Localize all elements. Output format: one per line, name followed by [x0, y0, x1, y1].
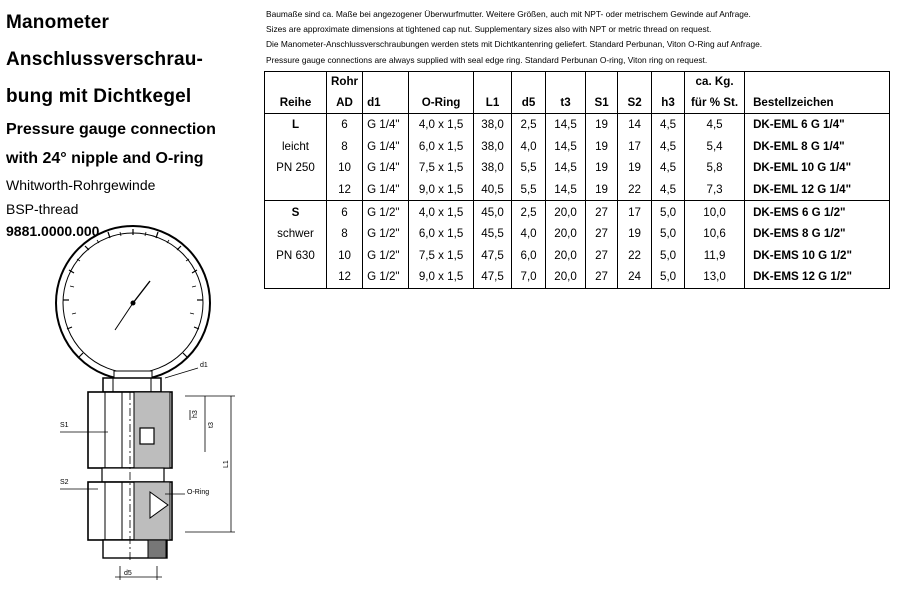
table-cell: 12 [327, 266, 363, 288]
table-cell: 20,0 [546, 223, 586, 245]
table-cell: DK-EMS 12 G 1/2" [745, 266, 890, 288]
table-header-cell: Rohr [327, 72, 363, 92]
table-cell: 19 [586, 136, 618, 158]
title-en-line2: with 24° nipple and O-ring [6, 150, 204, 167]
table-header [265, 91, 890, 114]
table-cell: 4,5 [652, 157, 685, 179]
table-cell: 17 [618, 201, 652, 223]
table-header-cell [474, 72, 512, 92]
table-cell [265, 179, 327, 201]
table-cell: 10 [327, 157, 363, 179]
table-cell: 17 [618, 136, 652, 158]
pressure-gauge-icon [56, 226, 210, 392]
label-t3: t3 [208, 422, 215, 428]
table-cell: G 1/2" [363, 266, 409, 288]
table-row [265, 266, 890, 288]
table-header-cell: O-Ring [409, 91, 474, 114]
table-cell: 2,5 [512, 114, 546, 136]
article-number: 9881.0000.000 [6, 223, 100, 239]
table-cell: 13,0 [685, 266, 745, 288]
table-cell: 9,0 x 1,5 [409, 179, 474, 201]
table-header-cell [745, 72, 890, 92]
table-header-cell: d1 [363, 91, 409, 114]
table-header-cell: t3 [546, 91, 586, 114]
table-cell: 4,5 [685, 114, 745, 136]
label-d1: d1 [200, 362, 208, 369]
table-row [265, 157, 890, 179]
spec-table [264, 71, 890, 289]
table-header-cell: L1 [474, 91, 512, 114]
table-cell: 14,5 [546, 157, 586, 179]
table-cell: 7,5 x 1,5 [409, 157, 474, 179]
table-header-cell: für % St. [685, 91, 745, 114]
table-cell: 19 [586, 179, 618, 201]
table-cell: 22 [618, 245, 652, 267]
table-cell: 9,0 x 1,5 [409, 266, 474, 288]
thread-de: Whitworth-Rohrgewinde [6, 177, 156, 193]
table-cell: 47,5 [474, 245, 512, 267]
table-cell: 8 [327, 136, 363, 158]
product-title-block [6, 4, 256, 241]
table-header-cell: S2 [618, 91, 652, 114]
table-cell: 8 [327, 223, 363, 245]
table-cell: 7,5 x 1,5 [409, 245, 474, 267]
table-cell: DK-EML 6 G 1/4" [745, 114, 890, 136]
note-line: Die Manometer-Anschlussverschraubungen werden stets mit Dichtkantenring geliefert. Standard Perbunan, Viton O-Ring auf Anfrage. [266, 39, 763, 50]
table-cell: S [265, 201, 327, 223]
table-cell [265, 266, 327, 288]
table-row [265, 114, 890, 136]
table-cell: 14,5 [546, 136, 586, 158]
table-cell: 24 [618, 266, 652, 288]
note-line: Pressure gauge connections are always supplied with seal edge ring. Standard Perbunan O-ring, Viton ring on request. [266, 54, 708, 65]
table-header-cell: ca. Kg. [685, 72, 745, 92]
label-d5: d5 [124, 570, 132, 577]
label-l1: L1 [223, 460, 230, 468]
table-cell: 6 [327, 114, 363, 136]
table-cell: 5,0 [652, 245, 685, 267]
table-header-cell [409, 72, 474, 92]
table-cell: 20,0 [546, 201, 586, 223]
table-cell: 7,0 [512, 266, 546, 288]
table-cell: 20,0 [546, 266, 586, 288]
table-cell: 45,0 [474, 201, 512, 223]
table-cell: 11,9 [685, 245, 745, 267]
table-cell: schwer [265, 223, 327, 245]
table-cell: 10,0 [685, 201, 745, 223]
label-s2: S2 [60, 479, 69, 486]
table-cell: 47,5 [474, 266, 512, 288]
table-header-cell: h3 [652, 91, 685, 114]
table-header-cell [618, 72, 652, 92]
table-cell: 5,0 [652, 266, 685, 288]
table-row [265, 201, 890, 223]
table-cell: 5,4 [685, 136, 745, 158]
table-cell: 27 [586, 201, 618, 223]
thread-en: BSP-thread [6, 201, 79, 217]
table-cell: DK-EMS 6 G 1/2" [745, 201, 890, 223]
table-cell: G 1/4" [363, 114, 409, 136]
table-header-cell: AD [327, 91, 363, 114]
table-cell: 38,0 [474, 114, 512, 136]
table-cell: 19 [586, 114, 618, 136]
table-cell: DK-EMS 8 G 1/2" [745, 223, 890, 245]
label-o-ring: O-Ring [187, 489, 210, 496]
table-header-cell [586, 72, 618, 92]
table-cell: 6,0 [512, 245, 546, 267]
table-cell: 27 [586, 245, 618, 267]
table-cell: 14 [618, 114, 652, 136]
table-cell: 22 [618, 179, 652, 201]
title-de-line1: Manometer [6, 12, 110, 33]
table-row [265, 245, 890, 267]
table-cell: G 1/2" [363, 201, 409, 223]
note-line: Baumaße sind ca. Maße bei angezogener Überwurfmutter. Weitere Größen, auch mit NPT- oder metrischem Gewinde auf Anfrage. [266, 9, 751, 19]
table-cell: 27 [586, 266, 618, 288]
table-row [265, 179, 890, 201]
table-cell: leicht [265, 136, 327, 158]
note-line: Sizes are approximate dimensions at tightened cap nut. Supplementary sizes also with NPT or metric thread on request. [266, 24, 712, 35]
table-cell: 5,0 [652, 223, 685, 245]
table-row [265, 136, 890, 158]
table-cell: 5,0 [652, 201, 685, 223]
table-cell: 38,0 [474, 136, 512, 158]
table-cell: L [265, 114, 327, 136]
table-cell: 14,5 [546, 179, 586, 201]
label-s1: S1 [60, 422, 69, 429]
table-cell: 10 [327, 245, 363, 267]
table-cell: DK-EMS 10 G 1/2" [745, 245, 890, 267]
table-header-cell: S1 [586, 91, 618, 114]
table-cell: 4,0 x 1,5 [409, 201, 474, 223]
table-cell: 6 [327, 201, 363, 223]
table-cell: DK-EML 10 G 1/4" [745, 157, 890, 179]
table-header-cell: d5 [512, 91, 546, 114]
table-cell: G 1/4" [363, 157, 409, 179]
table-cell: 5,8 [685, 157, 745, 179]
table-cell: 5,5 [512, 179, 546, 201]
table-cell: 6,0 x 1,5 [409, 223, 474, 245]
table-cell: PN 250 [265, 157, 327, 179]
table-cell: 6,0 x 1,5 [409, 136, 474, 158]
table-cell: 45,5 [474, 223, 512, 245]
table-cell: 40,5 [474, 179, 512, 201]
table-cell: 20,0 [546, 245, 586, 267]
table-cell: 12 [327, 179, 363, 201]
table-header-cell [512, 72, 546, 92]
title-de-line2: Anschlussverschrau- [6, 49, 204, 70]
table-cell: 4,0 [512, 223, 546, 245]
table-cell: 10,6 [685, 223, 745, 245]
table-row [265, 223, 890, 245]
title-en-line1: Pressure gauge connection [6, 121, 216, 138]
notes-block [266, 7, 762, 68]
table-cell: DK-EML 12 G 1/4" [745, 179, 890, 201]
table-cell: 4,5 [652, 136, 685, 158]
table-cell: 19 [586, 157, 618, 179]
title-de-line3: bung mit Dichtkegel [6, 86, 192, 107]
table-cell: 4,0 [512, 136, 546, 158]
table-cell: 4,5 [652, 179, 685, 201]
table-cell: 19 [618, 157, 652, 179]
table-cell: DK-EML 8 G 1/4" [745, 136, 890, 158]
table-cell: 7,3 [685, 179, 745, 201]
table-header-cell [652, 72, 685, 92]
table-cell: 2,5 [512, 201, 546, 223]
table-cell: PN 630 [265, 245, 327, 267]
table-cell: G 1/4" [363, 179, 409, 201]
table-cell: 4,0 x 1,5 [409, 114, 474, 136]
table-cell: G 1/2" [363, 245, 409, 267]
table-cell: 27 [586, 223, 618, 245]
table-cell: G 1/2" [363, 223, 409, 245]
fitting-cross-section [88, 392, 172, 560]
table-cell: 14,5 [546, 114, 586, 136]
table-cell: 38,0 [474, 157, 512, 179]
table-cell: G 1/4" [363, 136, 409, 158]
table-header-top [265, 72, 890, 92]
table-cell: 4,5 [652, 114, 685, 136]
table-cell: 5,5 [512, 157, 546, 179]
table-header-cell [546, 72, 586, 92]
table-header-cell: Bestellzeichen [745, 91, 890, 114]
table-header-cell [265, 72, 327, 92]
table-cell: 19 [618, 223, 652, 245]
label-h3: h3 [192, 410, 199, 418]
table-header-cell: Reihe [265, 91, 327, 114]
table-header-cell [363, 72, 409, 92]
